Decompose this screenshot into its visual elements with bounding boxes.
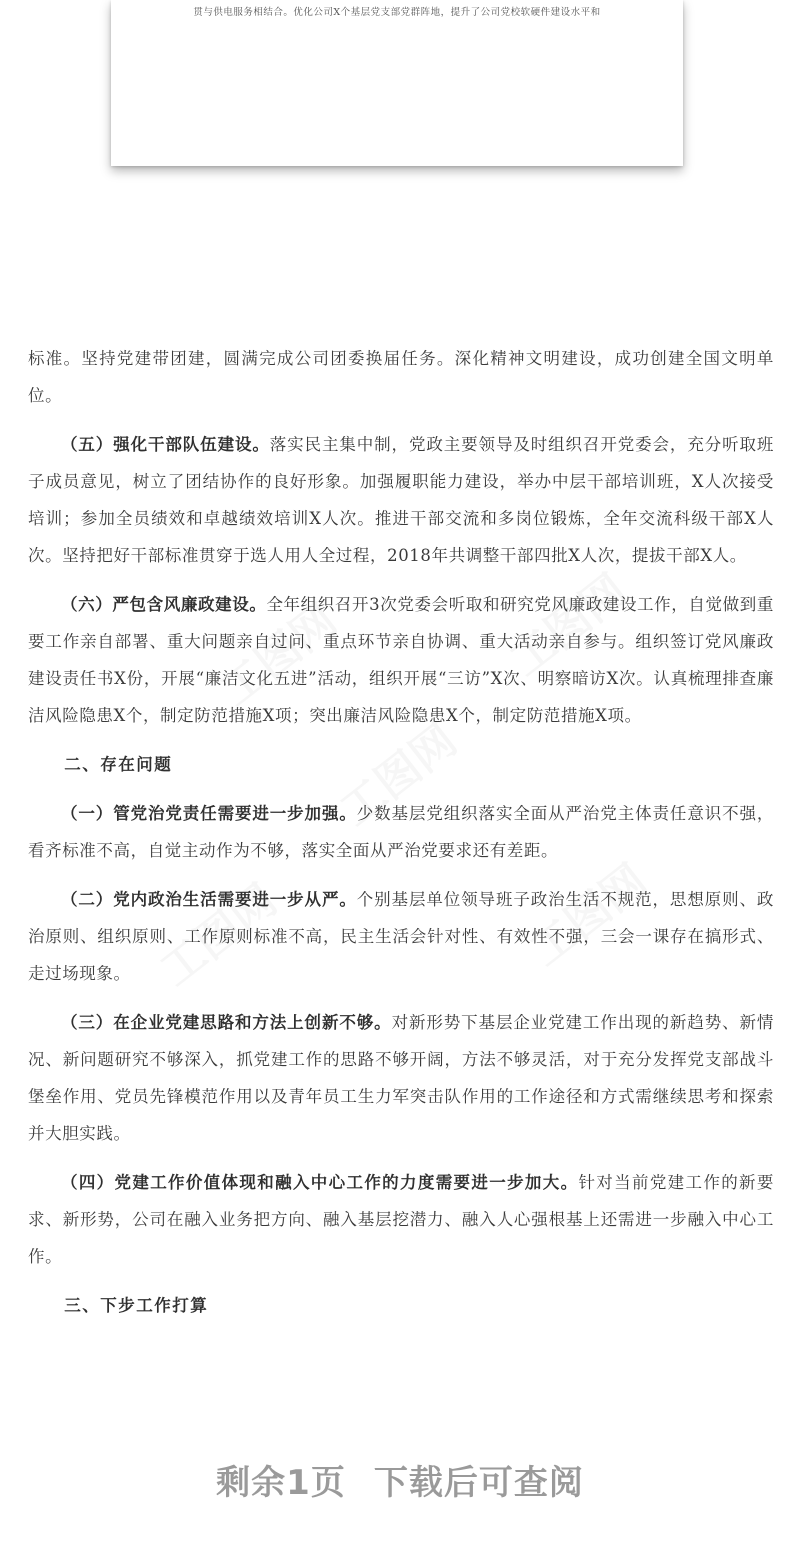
previous-page-text: 贯与供电服务相结合。优化公司X个基层党支部党群阵地，提升了公司党校软硬件建设水平和 <box>193 7 601 18</box>
paragraph <box>28 1004 774 1152</box>
paragraph-text: 少数基层党组织落实全面从严治党主体责任意识不强，看齐标准不高，自觉主动作为不够，落实全面从严治党要求还有差距。 <box>28 804 775 860</box>
download-prompt[interactable] <box>0 1455 800 1504</box>
paragraph-text: 针对当前党建工作的新要求、新形势，公司在融入业务把方向、融入基层挖潜力、融入人心强根基上还需进一步融入中心工作。 <box>28 1173 774 1266</box>
remaining-pages-label: 剩余1页 <box>216 1463 346 1503</box>
download-to-view-label: 下载后可查阅 <box>373 1463 584 1503</box>
paragraph-lead: （四）党建工作价值体现和融入中心工作的力度需要进一步加大。 <box>61 1173 579 1192</box>
paragraph-lead: （六）严包含风廉政建设。 <box>61 595 267 614</box>
paragraph-text: 对新形势下基层企业党建工作出现的新趋势、新情况、新问题研究不够深入，抓党建工作的思路不够开阔，方法不够灵活，对于充分发挥党支部战斗堡垒作用、党员先锋模范作用以及青年员工生力军突击队作用的工作途径和方式需继续思考和探索并大胆实践。 <box>28 1013 775 1143</box>
paragraph-text: 个别基层单位领导班子政治生活不规范，思想原则、政治原则、组织原则、工作原则标准不高，民主生活会针对性、有效性不强，三会一课存在搞形式、走过场现象。 <box>28 890 775 983</box>
paragraph <box>28 586 774 734</box>
paragraph <box>28 340 774 414</box>
paragraph-text: 标准。坚持党建带团建，圆满完成公司团委换届任务。深化精神文明建设，成功创建全国文明单位。 <box>28 349 774 405</box>
paragraph <box>28 795 774 869</box>
paragraph-lead: （二）党内政治生活需要进一步从严。 <box>61 890 357 909</box>
paragraph <box>28 426 774 574</box>
paragraph-text: 落实民主集中制，党政主要领导及时组织召开党委会，充分听取班子成员意见，树立了团结协作的良好形象。加强履职能力建设，举办中层干部培训班，X人次接受培训；参加全员绩效和卓越绩效培训X人次。推进干部交流和多岗位锻炼，全年交流科级干部X人次。坚持把好干部标准贯穿于选人用人全过程，2018年共调整干部四批X人次，提拔干部X人。 <box>28 435 775 565</box>
paragraph-lead: （一）管党治党责任需要进一步加强。 <box>61 804 357 823</box>
document-body <box>28 340 774 1336</box>
paragraph-lead: （三）在企业党建思路和方法上创新不够。 <box>61 1013 392 1032</box>
section-heading: 三、下步工作打算 <box>64 1296 209 1315</box>
previous-page-card <box>111 0 683 166</box>
paragraph <box>28 1164 774 1275</box>
paragraph <box>28 881 774 992</box>
section-heading: 二、存在问题 <box>64 755 173 774</box>
paragraph-lead: （五）强化干部队伍建设。 <box>61 435 270 454</box>
paragraph-text: 全年组织召开3次党委会听取和研究党风廉政建设工作，自觉做到重要工作亲自部署、重大问题亲自过问、重点环节亲自协调、重大活动亲自参与。组织签订党风廉政建设责任书X份，开展“廉洁文化五进”活动，组织开展“三访”X次、明察暗访X次。认真梳理排查廉洁风险隐患X个，制定防范措施X项；突出廉洁风险隐患X个，制定防范措施X项。 <box>28 595 774 725</box>
